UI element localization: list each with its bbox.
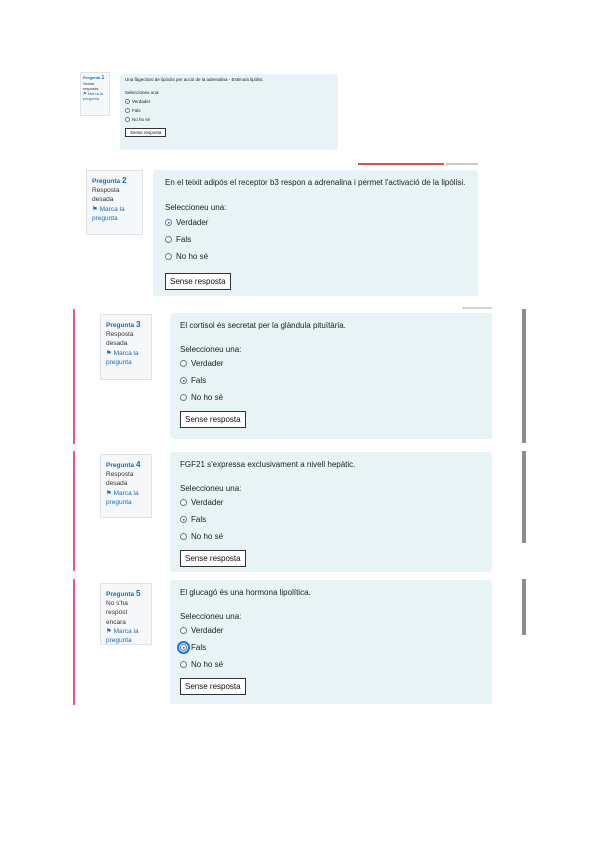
radio-button[interactable]: [180, 360, 187, 367]
option-true[interactable]: Verdader: [125, 97, 333, 106]
clear-answer-button[interactable]: Sense resposta: [180, 678, 246, 695]
question-state: Resposta desada: [92, 187, 120, 204]
option-false[interactable]: Fals: [180, 511, 482, 528]
radio-button[interactable]: [180, 627, 187, 634]
scrollbar-thumb[interactable]: [522, 309, 526, 443]
question-state: Resposta desada: [106, 331, 134, 348]
option-true[interactable]: Verdader: [180, 355, 482, 372]
radio-button[interactable]: [180, 533, 187, 540]
option-dont-know[interactable]: No ho sé: [125, 115, 333, 124]
option-false[interactable]: Fals: [180, 639, 482, 656]
option-false[interactable]: Fals: [165, 231, 466, 248]
question-text: El glucagó és una hormona lipolítica.: [180, 588, 311, 597]
question-content: [170, 580, 492, 704]
radio-button[interactable]: [180, 499, 187, 506]
flag-icon: ⚑: [106, 627, 112, 635]
flag-icon: ⚑: [106, 349, 112, 357]
option-false[interactable]: Fals: [125, 106, 333, 115]
flag-question-link[interactable]: ⚑ Marca la pregunta: [83, 91, 104, 101]
question-text: FGF21 s'expressa exclusivament a nivell hepàtic.: [180, 460, 356, 469]
radio-button[interactable]: [165, 253, 172, 260]
radio-button[interactable]: [180, 394, 187, 401]
option-true[interactable]: Verdader: [180, 622, 482, 639]
radio-button[interactable]: [180, 377, 187, 384]
radio-button[interactable]: [165, 236, 172, 243]
option-dont-know[interactable]: No ho sé: [180, 528, 482, 545]
option-dont-know[interactable]: No ho sé: [165, 248, 466, 265]
radio-button[interactable]: [125, 108, 130, 113]
clear-answer-button[interactable]: Sense resposta: [125, 128, 166, 137]
clear-answer-button[interactable]: Sense resposta: [165, 273, 231, 290]
question-info-panel: [100, 454, 152, 518]
option-true[interactable]: Verdader: [180, 494, 482, 511]
scrollbar-thumb[interactable]: [522, 451, 526, 543]
gray-progress-line-2: [462, 307, 492, 309]
question-content: [170, 452, 492, 572]
question-content: [120, 74, 338, 150]
question-number: Pregunta 5: [106, 589, 141, 598]
question-text: Una fàgecitosi de lipòcits per acció de la adrenalina - Estimula lipòlisi.: [125, 77, 264, 82]
question-state: Resposta desada: [106, 471, 134, 488]
gray-progress-line: [446, 163, 478, 165]
question-text: En el teixit adipós el receptor b3 respon a adrenalina i permet l'activació de la lipòlisi.: [165, 178, 466, 187]
option-dont-know[interactable]: No ho sé: [180, 656, 482, 673]
answer-prompt: Seleccioneu una:: [125, 90, 160, 95]
question-info-panel: [80, 72, 110, 116]
question-info-panel: [100, 314, 152, 380]
pink-margin-bar: [73, 579, 75, 705]
radio-button[interactable]: [180, 644, 187, 651]
question-content: [170, 313, 492, 439]
radio-button[interactable]: [125, 99, 130, 104]
radio-button[interactable]: [180, 516, 187, 523]
option-dont-know[interactable]: No ho sé: [180, 389, 482, 406]
question-state: Sense resposta: [83, 81, 99, 91]
option-false[interactable]: Fals: [180, 372, 482, 389]
radio-button[interactable]: [125, 117, 130, 122]
answer-prompt: Seleccioneu una:: [180, 345, 242, 354]
flag-icon: ⚑: [92, 205, 98, 213]
answer-prompt: Seleccioneu una:: [180, 612, 242, 621]
flag-question-link[interactable]: ⚑ Marca la pregunta: [106, 489, 139, 506]
flag-question-link[interactable]: ⚑ Marca la pregunta: [106, 627, 139, 644]
answer-prompt: Seleccioneu una:: [165, 203, 227, 212]
question-content: [153, 170, 478, 296]
question-number: Pregunta 4: [106, 460, 141, 469]
radio-button[interactable]: [180, 661, 187, 668]
question-info-panel: [100, 583, 152, 645]
pink-margin-bar: [73, 451, 75, 571]
orange-progress-line: [358, 163, 444, 165]
option-true[interactable]: Verdader: [165, 214, 466, 231]
pink-margin-bar: [73, 309, 75, 444]
clear-answer-button[interactable]: Sense resposta: [180, 411, 246, 428]
scrollbar-thumb[interactable]: [522, 579, 526, 635]
question-number: Pregunta 2: [92, 176, 127, 185]
answer-prompt: Seleccioneu una:: [180, 484, 242, 493]
question-state: No s'ha respost encara: [106, 600, 128, 626]
question-text: El cortisol és secretat per la glàndula pituïtària.: [180, 321, 346, 330]
clear-answer-button[interactable]: Sense resposta: [180, 550, 246, 567]
radio-button[interactable]: [165, 219, 172, 226]
flag-question-link[interactable]: ⚑ Marca la pregunta: [92, 205, 125, 222]
question-number: Pregunta 1: [83, 75, 105, 81]
question-number: Pregunta 3: [106, 320, 141, 329]
question-info-panel: [86, 170, 143, 235]
flag-question-link[interactable]: ⚑ Marca la pregunta: [106, 349, 139, 366]
flag-icon: ⚑: [106, 489, 112, 497]
